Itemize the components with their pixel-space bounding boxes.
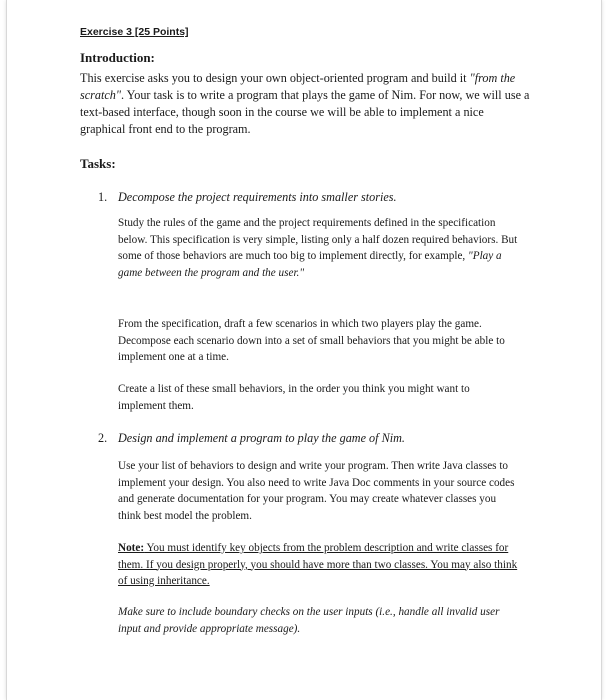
intro-text-1: This exercise asks you to design your own object-oriented program and build it [80, 71, 470, 85]
task-1-paragraph-3: Create a list of these small behaviors, in the order you think you might want to implement them. [118, 383, 470, 412]
intro-text-2: . Your task is to write a program that plays the game of Nim. For now, we will use a text-based interface, though soon in the course we will be able to implement a nice graphical front end to the program. [80, 88, 530, 136]
task-1-title: Decompose the project requirements into smaller stories. [118, 190, 397, 204]
task-2-title: Design and implement a program to play the game of Nim. [118, 431, 405, 445]
task-1-paragraph-1 [118, 215, 518, 281]
tasks-heading: Tasks: [80, 156, 116, 171]
task-1-p1-text: Study the rules of the game and the project requirements defined in the specification below. This specification is very simple, listing only a half dozen required behaviors. But some of those behaviors are much too big to implement directly, for example, [118, 217, 518, 262]
note-label: Note: [118, 542, 145, 554]
task-2-note [118, 540, 518, 590]
task-1-paragraph-2: From the specification, draft a few scenarios in which two players play the game. Decompose each scenario down into a set of small behaviors that you might be able to implement one at a time. [118, 318, 505, 363]
note-text: You must identify key objects from the problem description and write classes for them. If you design properly, you should have more than two classes. You may also think of using inheritance. [118, 542, 518, 587]
task-1-number: 1. [98, 190, 108, 204]
introduction-paragraph [80, 70, 530, 138]
introduction-heading: Introduction: [80, 50, 155, 65]
task-2-paragraph-3: Make sure to include boundary checks on the user inputs (i.e., handle all invalid user input and provide appropriate message). [118, 606, 500, 635]
task-2-number: 2. [98, 431, 108, 445]
intro-quote: "from the scratch" [80, 71, 516, 102]
task-2-paragraph-1: Use your list of behaviors to design and write your program. Then write Java classes to implement your design. You also need to write Java Doc comments in your source codes and generate documentation for your program. You may create whatever classes you think best model the problem. [118, 460, 515, 522]
task-1-p1-quote: "Play a game between the program and the user." [118, 250, 502, 279]
exercise-title: Exercise 3 [25 Points] [80, 26, 189, 38]
